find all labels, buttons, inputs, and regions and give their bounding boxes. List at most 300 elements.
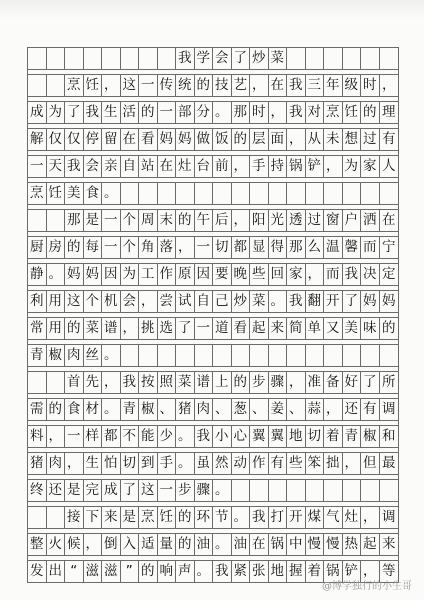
grid-cell: 己 (213, 291, 232, 312)
grid-cell: 肉 (47, 453, 66, 474)
grid-cell: 、 (158, 399, 177, 420)
grid-cell: 美 (65, 183, 84, 204)
grid-cell: 葱 (232, 399, 251, 420)
grid-cell: 仅 (47, 129, 66, 150)
grid-row (27, 102, 399, 124)
grid-cell: ” (121, 561, 140, 582)
grid-cell: 、 (250, 399, 269, 420)
grid-cell: 选 (158, 318, 177, 339)
grid-cell: 到 (139, 453, 158, 474)
grid-cell: 锅 (287, 156, 306, 177)
grid-cell: 那 (232, 102, 251, 123)
grid-cell: 过 (306, 210, 325, 231)
grid-cell: 能 (139, 426, 158, 447)
grid-cell (361, 183, 380, 204)
grid-cell: ， (287, 372, 306, 393)
grid-cell: 个 (121, 237, 140, 258)
grid-cell: 响 (158, 561, 177, 582)
grid-cell (269, 183, 288, 204)
grid-cell (269, 345, 288, 366)
grid-cell: 气 (324, 507, 343, 528)
grid-cell: 简 (287, 318, 306, 339)
grid-cell: 艺 (232, 75, 251, 96)
grid-cell: 静 (28, 264, 47, 285)
grid-cell: 生 (84, 453, 103, 474)
grid-cell: ， (84, 534, 103, 555)
grid-cell: 拙 (324, 453, 343, 474)
grid-cell: 停 (84, 129, 103, 150)
grid-cell: 自 (121, 156, 140, 177)
grid-cell: 菜 (176, 372, 195, 393)
grid-cell: 整 (28, 534, 47, 555)
grid-cell: 。 (213, 480, 232, 501)
grid-cell (361, 48, 380, 69)
grid-cell (232, 345, 251, 366)
grid-cell: 的 (232, 129, 251, 150)
grid-cell: 了 (176, 318, 195, 339)
grid-cell: 翻 (306, 291, 325, 312)
grid-cell: 。 (176, 426, 195, 447)
grid-cell: ， (139, 291, 158, 312)
grid-cell: 房 (47, 237, 66, 258)
grid-cell: 热 (343, 534, 362, 555)
grid-cell: 在 (250, 534, 269, 555)
grid-cell: 前 (213, 156, 232, 177)
grid-cell: 妈 (158, 129, 177, 150)
grid-cell: 一 (158, 480, 177, 501)
grid-cell: 试 (176, 291, 195, 312)
grid-cell: 工 (139, 264, 158, 285)
grid-cell: ， (361, 561, 380, 582)
grid-cell: 技 (213, 75, 232, 96)
grid-cell (380, 345, 399, 366)
grid-cell: 用 (47, 291, 66, 312)
grid-cell: 看 (232, 318, 251, 339)
grid-cell: 会 (121, 291, 140, 312)
grid-cell: 。 (102, 399, 121, 420)
grid-cell: ， (102, 372, 121, 393)
grid-cell: 的 (65, 237, 84, 258)
grid-cell: 。 (102, 183, 121, 204)
grid-cell: 要 (213, 264, 232, 285)
grid-cell: 显 (250, 237, 269, 258)
grid-cell: 烹 (324, 102, 343, 123)
grid-cell: 留 (102, 129, 121, 150)
grid-cell: 窗 (324, 210, 343, 231)
grid-cell: 。 (213, 102, 232, 123)
grid-cell: 照 (158, 372, 177, 393)
grid-row (27, 183, 399, 205)
grid-cell: ， (232, 156, 251, 177)
grid-cell: 人 (382, 157, 396, 174)
grid-cell (324, 183, 343, 204)
grid-cell (287, 48, 306, 69)
grid-cell: 又 (324, 318, 343, 339)
grid-cell: 单 (306, 318, 325, 339)
grid-cell: 地 (269, 561, 288, 582)
grid-cell (28, 372, 47, 393)
grid-cell: 些 (287, 453, 306, 474)
grid-cell: 我 (195, 426, 214, 447)
grid-cell: 笨 (306, 453, 325, 474)
grid-cell: 是 (84, 210, 103, 231)
grid-cell: 成 (102, 480, 121, 501)
grid-cell: 好 (343, 372, 362, 393)
grid-cell: 不 (121, 426, 140, 447)
grid-cell: 还 (343, 399, 362, 420)
grid-cell (47, 75, 66, 96)
grid-row (27, 534, 399, 556)
grid-cell: 了 (343, 291, 362, 312)
grid-cell (324, 480, 343, 501)
grid-cell: 年 (324, 75, 343, 96)
grid-cell: 时 (250, 102, 269, 123)
grid-row (27, 129, 399, 151)
grid-cell: 开 (324, 291, 343, 312)
grid-cell: 但 (361, 453, 380, 474)
grid-cell: 一 (102, 237, 121, 258)
grid-cell: 椒 (47, 345, 66, 366)
grid-cell: 层 (250, 129, 269, 150)
grid-cell: 地 (287, 426, 306, 447)
grid-cell: 时 (361, 75, 380, 96)
grid-cell: 铲 (343, 561, 362, 582)
grid-cell: 量 (158, 534, 177, 555)
grid-cell: 有 (382, 130, 396, 147)
grid-row (27, 48, 399, 70)
grid-cell: 妈 (382, 292, 396, 309)
grid-cell: 炒 (232, 291, 251, 312)
grid-cell: 。 (47, 264, 66, 285)
grid-cell: 铲 (306, 156, 325, 177)
grid-cell (361, 345, 380, 366)
grid-cell (102, 48, 121, 69)
grid-cell: 这 (139, 480, 158, 501)
grid-row (27, 345, 399, 367)
grid-cell: ， (102, 75, 121, 96)
grid-cell (195, 345, 214, 366)
grid-cell: 妈 (176, 129, 195, 150)
grid-cell (287, 183, 306, 204)
grid-cell: 为 (121, 264, 140, 285)
grid-cell: 我 (287, 291, 306, 312)
grid-cell: 部 (176, 102, 195, 123)
grid-cell: 想 (343, 129, 362, 150)
grid-row (27, 399, 399, 421)
grid-cell: 美 (343, 318, 362, 339)
grid-cell (343, 480, 362, 501)
grid-cell: 为 (47, 102, 66, 123)
grid-cell: 灶 (176, 156, 195, 177)
grid-cell: 透 (287, 210, 306, 231)
grid-cell: 晚 (232, 264, 251, 285)
grid-cell: ， (65, 453, 84, 474)
grid-cell: 个 (121, 210, 140, 231)
page-shadow (0, 0, 424, 20)
grid-cell: 。 (232, 507, 251, 528)
grid-cell: 亲 (102, 156, 121, 177)
grid-cell: 青 (343, 426, 362, 447)
grid-cell: 切 (121, 453, 140, 474)
grid-cell: 炒 (250, 48, 269, 69)
grid-cell (139, 48, 158, 69)
grid-cell (250, 183, 269, 204)
grid-cell (176, 183, 195, 204)
grid-cell (28, 75, 47, 96)
grid-cell: 中 (287, 534, 306, 555)
grid-cell (324, 345, 343, 366)
grid-cell: 调 (382, 400, 396, 417)
grid-cell: ， (324, 156, 343, 177)
grid-cell: 准 (306, 372, 325, 393)
grid-row (27, 264, 399, 286)
grid-cell: 下 (84, 507, 103, 528)
grid-cell: 来 (382, 535, 396, 552)
grid-cell (84, 48, 103, 69)
grid-row (27, 507, 399, 529)
grid-cell: 灶 (343, 507, 362, 528)
grid-cell: 姜 (269, 399, 288, 420)
grid-cell: 翼 (250, 426, 269, 447)
grid-cell: 我 (343, 264, 362, 285)
grid-cell: 完 (84, 480, 103, 501)
grid-cell: 作 (158, 264, 177, 285)
grid-cell: 猪 (176, 399, 195, 420)
grid-cell (343, 345, 362, 366)
grid-cell: 天 (47, 156, 66, 177)
grid-cell: 而 (324, 264, 343, 285)
grid-cell: 等 (382, 562, 396, 579)
grid-cell: 步 (176, 480, 195, 501)
grid-cell: 的 (47, 399, 66, 420)
grid-cell: 挑 (139, 318, 158, 339)
grid-cell: 发 (28, 561, 47, 582)
grid-cell: ， (47, 426, 66, 447)
grid-cell (306, 183, 325, 204)
grid-cell: ， (121, 318, 140, 339)
grid-cell: 用 (47, 318, 66, 339)
grid-cell (306, 48, 325, 69)
grid-cell: 切 (213, 237, 232, 258)
grid-cell: 的 (382, 319, 396, 336)
grid-cell: 阳 (250, 210, 269, 231)
grid-cell: 调 (382, 508, 396, 525)
grid-cell: 的 (361, 102, 380, 123)
grid-cell (121, 183, 140, 204)
grid-cell: 少 (158, 426, 177, 447)
grid-cell: 最 (382, 454, 396, 471)
grid-cell (343, 183, 362, 204)
grid-cell: ， (382, 76, 396, 93)
grid-cell: 面 (269, 129, 288, 150)
grid-cell: 那 (287, 237, 306, 258)
grid-cell: 起 (250, 318, 269, 339)
grid-cell (47, 372, 66, 393)
grid-cell: 一 (139, 75, 158, 96)
grid-cell: 午 (195, 210, 214, 231)
grid-cell: 手 (250, 156, 269, 177)
grid-cell: 宁 (382, 238, 396, 255)
grid-cell: 传 (158, 75, 177, 96)
grid-cell: 烹 (28, 183, 47, 204)
grid-cell: 都 (102, 426, 121, 447)
grid-cell: ， (361, 507, 380, 528)
grid-cell: 为 (343, 156, 362, 177)
grid-cell: 过 (361, 129, 380, 150)
grid-cell: 饪 (343, 102, 362, 123)
grid-row (27, 75, 399, 97)
grid-cell: 每 (84, 237, 103, 258)
grid-cell: 做 (195, 129, 214, 150)
grid-cell: 未 (324, 129, 343, 150)
grid-cell (380, 48, 399, 69)
grid-cell: 厨 (28, 237, 47, 258)
grid-cell: 尝 (158, 291, 177, 312)
grid-cell: 妈 (84, 264, 103, 285)
grid-cell: 持 (269, 156, 288, 177)
grid-cell: 。 (195, 561, 214, 582)
grid-cell: 来 (102, 507, 121, 528)
grid-cell: “ (65, 561, 84, 582)
grid-cell: 食 (65, 399, 84, 420)
grid-cell: 青 (28, 345, 47, 366)
grid-cell: 我 (176, 48, 195, 69)
grid-cell (324, 48, 343, 69)
grid-cell: 一 (102, 210, 121, 231)
grid-cell (380, 480, 399, 501)
grid-cell: 光 (269, 210, 288, 231)
grid-cell: 菜 (250, 291, 269, 312)
grid-cell: 锅 (324, 561, 343, 582)
grid-cell: 因 (195, 264, 214, 285)
grid-cell: 一 (158, 102, 177, 123)
grid-cell: 道 (213, 318, 232, 339)
grid-cell: 会 (84, 156, 103, 177)
grid-cell (158, 183, 177, 204)
grid-cell: 那 (65, 210, 84, 231)
grid-cell: 么 (306, 237, 325, 258)
grid-cell: 着 (324, 426, 343, 447)
grid-cell: 了 (361, 372, 380, 393)
grid-cell: 还 (47, 480, 66, 501)
grid-cell: 首 (65, 372, 84, 393)
grid-cell: 所 (382, 373, 396, 390)
grid-cell: 需 (28, 399, 47, 420)
grid-cell: 家 (287, 264, 306, 285)
grid-cell: 分 (195, 102, 214, 123)
watermark: @博学独行的小生哥 (322, 581, 412, 592)
grid-cell: 站 (139, 156, 158, 177)
grid-cell: 谱 (102, 318, 121, 339)
grid-cell: 然 (213, 453, 232, 474)
grid-cell: 从 (306, 129, 325, 150)
grid-cell: 得 (269, 237, 288, 258)
grid-cell: 来 (269, 318, 288, 339)
grid-row (27, 372, 399, 394)
grid-cell (306, 480, 325, 501)
grid-cell: 在 (269, 75, 288, 96)
grid-cell: 解 (28, 129, 47, 150)
grid-cell: 滋 (102, 561, 121, 582)
grid-cell: 倒 (102, 534, 121, 555)
grid-cell (287, 480, 306, 501)
grid-cell: 饪 (84, 75, 103, 96)
grid-cell: 些 (250, 264, 269, 285)
grid-cell (28, 507, 47, 528)
grid-cell: 有 (269, 453, 288, 474)
grid-cell: 。 (213, 534, 232, 555)
grid-cell: 了 (65, 102, 84, 123)
grid-cell: 材 (84, 399, 103, 420)
grid-cell: 生 (102, 102, 121, 123)
grid-cell: 都 (232, 237, 251, 258)
grid-cell: 级 (343, 75, 362, 96)
grid-cell: 个 (84, 291, 103, 312)
grid-cell: 骤 (269, 372, 288, 393)
grid-row (27, 156, 399, 178)
grid-cell: ， (306, 264, 325, 285)
grid-row (27, 453, 399, 475)
grid-cell: 出 (47, 561, 66, 582)
grid-cell: 一 (65, 426, 84, 447)
grid-cell: 末 (158, 210, 177, 231)
grid-cell: 家 (361, 156, 380, 177)
grid-row (27, 426, 399, 448)
grid-cell (269, 480, 288, 501)
grid-cell: 慢 (324, 534, 343, 555)
grid-cell: 火 (47, 534, 66, 555)
grid-cell: 角 (139, 237, 158, 258)
grid-cell: 妈 (361, 291, 380, 312)
grid-cell: 是 (65, 480, 84, 501)
grid-cell: ， (269, 102, 288, 123)
grid-cell: 我 (121, 372, 140, 393)
grid-row (27, 480, 399, 502)
grid-cell (158, 48, 177, 69)
grid-cell: ， (287, 129, 306, 150)
grid-cell: 油 (232, 534, 251, 555)
grid-cell: 小 (213, 426, 232, 447)
grid-cell: 适 (139, 534, 158, 555)
grid-cell (139, 345, 158, 366)
grid-cell: 我 (213, 561, 232, 582)
grid-cell: 因 (102, 264, 121, 285)
grid-cell (213, 345, 232, 366)
grid-cell: 我 (287, 75, 306, 96)
grid-cell: 一 (28, 156, 47, 177)
grid-cell: 的 (176, 534, 195, 555)
grid-cell (158, 345, 177, 366)
grid-cell: 猪 (28, 453, 47, 474)
grid-cell: 着 (306, 561, 325, 582)
grid-cell: 按 (139, 372, 158, 393)
grid-cell: ， (324, 399, 343, 420)
grid-cell (65, 48, 84, 69)
grid-cell (380, 183, 399, 204)
grid-cell (139, 183, 158, 204)
grid-cell (121, 48, 140, 69)
grid-cell: 油 (195, 534, 214, 555)
grid-cell (306, 345, 325, 366)
grid-cell: ， (232, 210, 251, 231)
grid-cell: 落 (158, 237, 177, 258)
grid-cell: 温 (324, 237, 343, 258)
grid-cell: 妈 (65, 264, 84, 285)
grid-cell: ， (343, 453, 362, 474)
grid-cell: 饪 (47, 183, 66, 204)
grid-cell: 打 (269, 507, 288, 528)
grid-cell: 是 (121, 507, 140, 528)
